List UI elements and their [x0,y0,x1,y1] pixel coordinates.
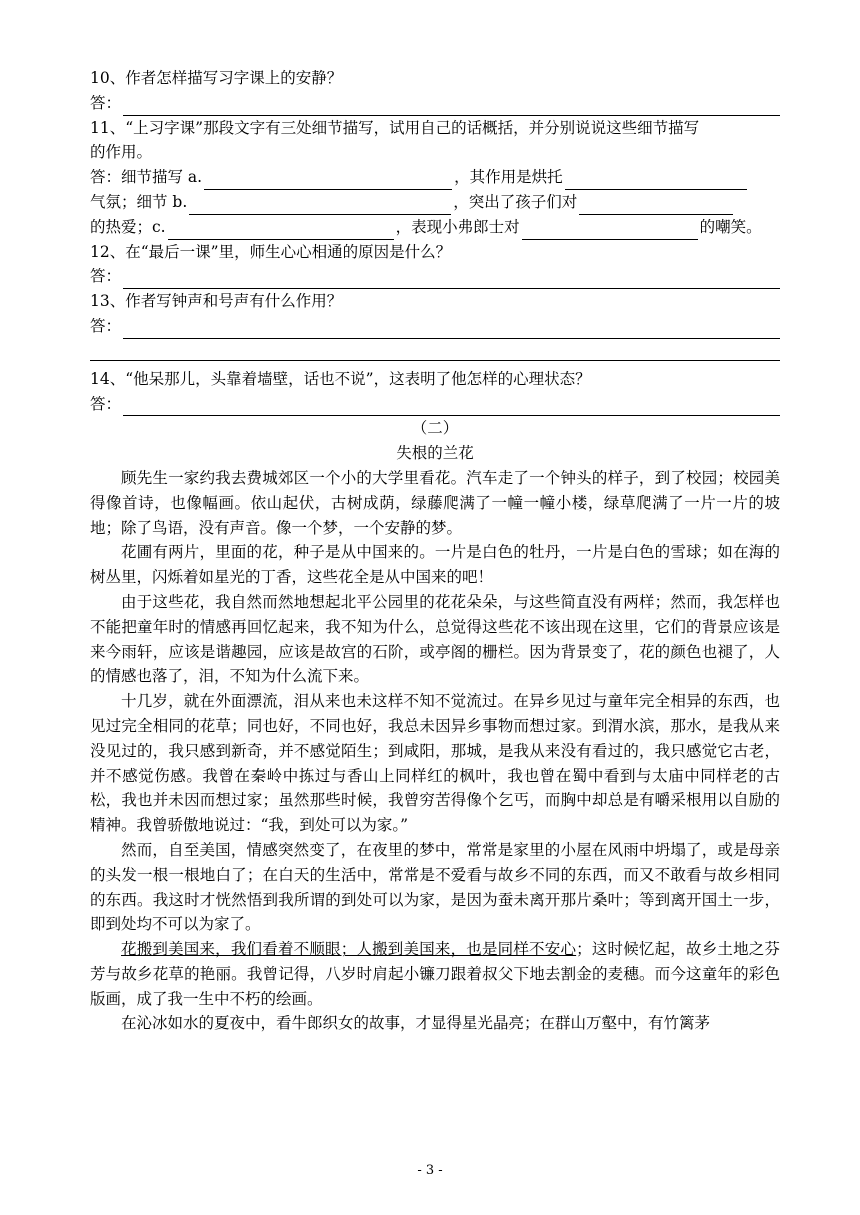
paragraph-6-rest: ；这时候忆起，故乡土地之芬芳与故乡花草的艳丽。我曾记得，八岁时肩起小镰刀跟着叔父下地去割金的麦穗。而今这童年的彩色版画，成了我一生中不朽的绘画。 [90,940,780,1008]
answer-blank-13-extra[interactable] [90,339,780,361]
answer-blank-11a-effect[interactable] [565,173,747,190]
section-number: （二） [411,419,459,438]
question-13: 13、作者写钟声和号声有什么作用？ [90,292,343,311]
article-paragraph-2: 花圃有两片，里面的花，种子是从中国来的。一片是白色的牡丹，一片是白色的雪球；如在海的树丛里，闪烁着如星光的丁香，这些花全是从中国来的吧！ [90,543,780,587]
article-paragraph-7: 在沁冰如水的夏夜中，看牛郎织女的故事，才显得星光晶亮；在群山万壑中，有竹篱茅 [121,1014,711,1033]
question-11-line-2: 的作用。 [90,143,153,162]
answer-10-row [90,91,780,116]
article-paragraph-3: 由于这些花，我自然而然地想起北平公园里的花花朵朵，与这些简直没有两样；然而，我怎样也不能把童年时的情感再回忆起来，我不知为什么，总觉得这些花不该出现在这里，它们的背景应该是来今雨轩，应该是谐趣园，应该是故宫的石阶，或亭阁的栅栏。因为背景变了，花的颜色也褪了，人的情感也落了，泪，不知为什么流下来。 [90,592,780,686]
answer-label: 答： [90,267,122,286]
answer-blank-11b[interactable] [189,198,451,215]
article-paragraph-1: 顾先生一家约我去费城郊区一个小的大学里看花。汽车走了一个钟头的样子，到了校园；校园美得像首诗，也像幅画。依山起伏，古树成荫，绿藤爬满了一幢一幢小楼，绿草爬满了一片一片的坡地；除了鸟语，没有声音。像一个梦，一个安静的梦。 [90,468,780,537]
underlined-sentence: 花搬到美国来，我们看着不顺眼；人搬到美国来，也是同样不安心 [121,940,577,959]
answer-label: 答： [90,93,122,112]
answer-blank-11a[interactable] [204,173,452,190]
answer-label: 答： [90,316,122,335]
answer-11-text: ，表现小弗郎士对 [395,217,520,236]
answer-blank-13[interactable] [123,322,780,339]
document-page [90,66,780,1036]
question-11-line-1: 11、“上习字课”那段文字有三处细节描写，试用自己的话概括，并分别说说这些细节描写 [90,118,700,137]
answer-12-row [90,264,780,289]
article-paragraph-5: 然而，自至美国，情感突然变了，在夜里的梦中，常常是家里的小屋在风雨中坍塌了，或是母亲的头发一根一根地白了；在白天的生活中，常常是不爱看与故乡不同的东西，而又不敢看与故乡相同的东西。我这时才恍然悟到我所谓的到处可以为家，是因为蚕未离开那片桑叶；等到离开国土一步，即到处均不可以为家了。 [90,840,780,934]
answer-blank-11c-effect[interactable] [522,223,698,240]
answer-11-text: 的嘲笑。 [699,217,762,236]
answer-11-row-2 [90,190,780,215]
answer-11-text: ，突出了孩子们对 [453,192,578,211]
answer-11-row-1 [90,165,780,190]
page-number: - 3 - [417,1163,443,1178]
answer-blank-11b-effect[interactable] [579,198,733,215]
answer-13-row [90,314,780,339]
answer-label: 答： [90,394,122,413]
answer-11-text: 答：细节描写 a. [90,168,203,187]
answer-14-row [90,392,780,417]
answer-blank-12[interactable] [123,272,780,289]
article-paragraph-4: 十几岁，就在外面漂流，泪从来也未这样不知不觉流过。在异乡见过与童年完全相异的东西，也见过完全相同的花草；同也好，不同也好，我总未因异乡事物而想过家。到渭水滨，那水，是我从来没见过的，我只感到新奇，并不感觉陌生；到咸阳，那城，是我从来没有看过的，我只感觉它古老，并不感觉伤感。我曾在秦岭中拣过与香山上同样红的枫叶，我也曾在蜀中看到与太庙中同样老的古松，我也并未因而想过家；虽然那些时候，我曾穷苦得像个乞丐，而胸中却总是有嚼采根用以自励的精神。我曾骄傲地说过：“我，到处可以为家。” [90,692,780,835]
article-paragraph-6 [90,937,780,1011]
answer-11-text: 气氛；细节 b. [90,192,188,211]
answer-11-text: 的热爱；c. [90,217,166,236]
question-12: 12、在“最后一课”里，师生心心相通的原因是什么？ [90,242,452,261]
article-title: 失根的兰花 [396,444,474,463]
answer-13-row-2 [90,339,780,367]
answer-11-row-3 [90,215,780,240]
question-14: 14、“他呆那儿，头靠着墙壁，话也不说”，这表明了他怎样的心理状态？ [90,369,591,388]
answer-blank-10[interactable] [123,99,780,116]
question-10: 10、作者怎样描写习字课上的安静？ [90,69,343,87]
answer-blank-11c[interactable] [168,223,394,240]
answer-blank-14[interactable] [123,399,780,416]
answer-11-text: ，其作用是烘托 [454,168,563,187]
